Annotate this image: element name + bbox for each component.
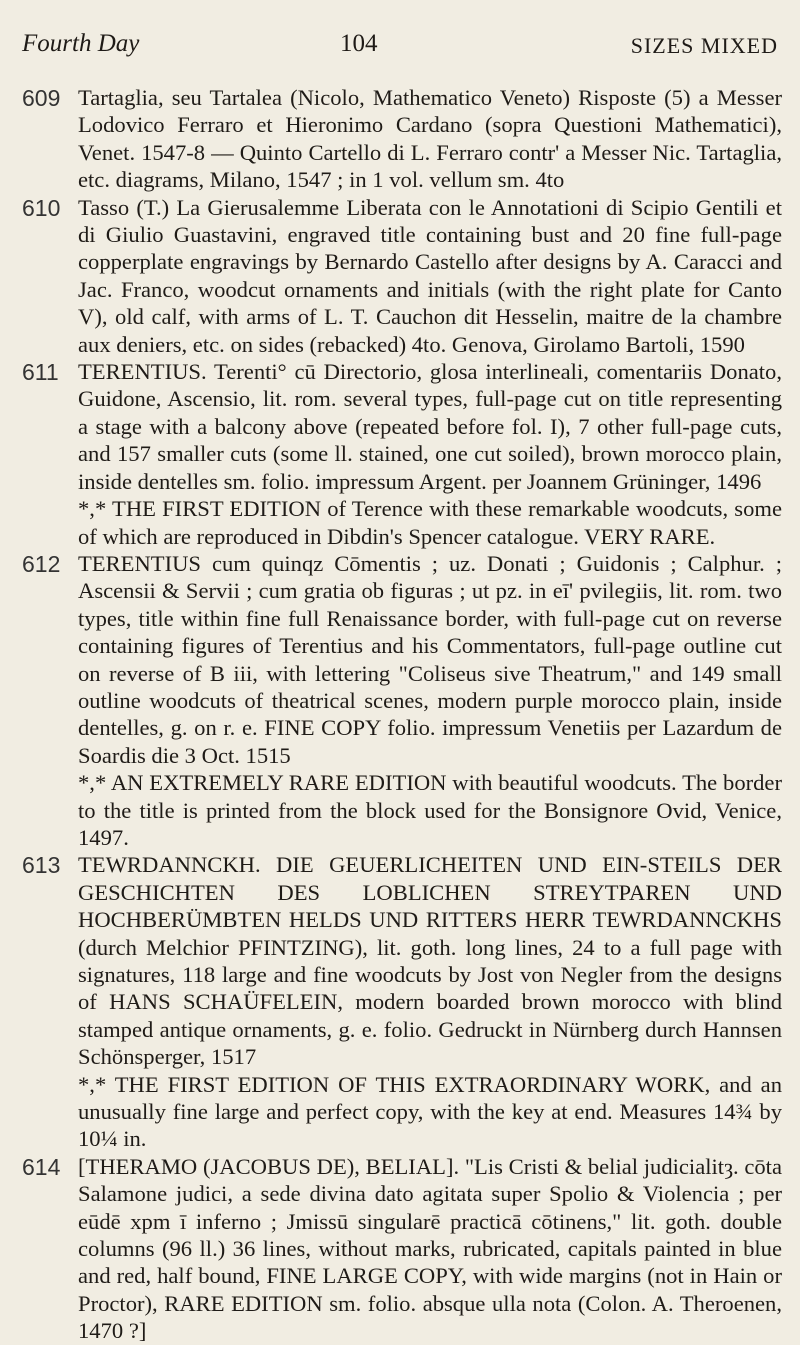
lot-number: 612 <box>22 550 61 577</box>
lot-number: 610 <box>22 194 61 221</box>
lot-note: *,* THE FIRST EDITION of Terence with these remarkable woodcuts, some of which are reproduced in Dibdin's Spencer catalogue. VERY RARE. <box>78 496 782 549</box>
entry-611 <box>22 358 782 495</box>
lot-number: 609 <box>22 85 61 111</box>
page-header <box>22 30 778 70</box>
entry-612 <box>22 550 782 769</box>
running-head-right: SIZES MIXED <box>630 33 778 58</box>
catalogue-entries <box>22 84 782 1345</box>
lot-number: 614 <box>22 1153 61 1180</box>
page-number: 104 <box>340 30 378 57</box>
entry-614 <box>22 1153 782 1345</box>
lot-note: *,* AN EXTREMELY RARE EDITION with beautiful woodcuts. The border to the title is printed from the block used for the Bonsignore Ovid, Venice, 1497. <box>78 770 782 850</box>
lot-number: 611 <box>22 359 59 386</box>
lot-description: TERENTIUS. Terenti° cū Directorio, glosa interlineali, comentariis Donato, Guidone, Ascensio, lit. rom. several types, full-page cut on title representing a stage with a balcony above (repeated before fol. I), 7 other full-page cuts, and 157 smaller cuts (some ll. stained, one cut soiled), brown morocco plain, inside dentelles sm. folio. impressum Argent. per Joannem Grüninger, 1496 <box>78 359 782 494</box>
lot-description: Tartaglia, seu Tartalea (Nicolo, Mathematico Veneto) Risposte (5) a Messer Lodovico Ferraro et Hieronimo Cardano (sopra Questioni Mathematici), Venet. 1547-8 — Quinto Cartello di L. Ferraro contr' a Messer Nic. Tartaglia, etc. diagrams, Milano, 1547 ; in 1 vol. vellum sm. 4to <box>78 85 782 193</box>
lot-number: 613 <box>22 852 61 879</box>
entry-609 <box>22 84 782 194</box>
lot-description: TEWRDANNCKH. DIE GEUERLICHEITEN UND EIN-STEILS DER GESCHICHTEN DES LOBLICHEN STREYTPAREN UND HOCHBERÜMBTEN HELDS UND RITTERS HERR TEWRDANNCKHS (durch Melchior PFINTZING), lit. goth. long lines, 24 to a full page with signatures, 118 large and fine woodcuts by Jost von Negler from the designs of HANS SCHAÜFELEIN, modern boarded brown morocco with blind stamped antique ornaments, g. e. folio. Gedruckt in Nürnberg durch Hannsen Schönsperger, 1517 <box>78 852 782 1070</box>
lot-description: [THERAMO (JACOBUS DE), BELIAL]. "Lis Cristi & belial judicialitȝ. cōta Salamone judici, a sede divina dato agitata super Spolio & Violencia ; per eūdē xpm ī inferno ; Jmissū singularē practicā cōtinens," lit. goth. double columns (96 ll.) 36 lines, without marks, rubricated, capitals painted in blue and red, half bound, FINE LARGE COPY, with wide margins (not in Hain or Proctor), RARE EDITION sm. folio. absque ulla nota (Colon. A. Theroenen, 1470 ?] <box>78 1153 782 1344</box>
lot-description: TERENTIUS cum quinqz Cōmentis ; uz. Donati ; Guidonis ; Calphur. ; Ascensii & Servii ; cum gratia ob figuras ; ut pz. in eī' pvilegiis, lit. rom. two types, title within fine full Renaissance border, with full-page cut on reverse containing figures of Terentius and his Commentators, full-page outline cut on reverse of B iii, with lettering "Coliseus sive Theatrum," and 149 small outline woodcuts of theatrical scenes, modern purple morocco plain, inside dentelles, g. on r. e. FINE COPY folio. impressum Venetiis per Lazardum de Soardis die 3 Oct. 1515 <box>78 550 782 768</box>
lot-note: *,* THE FIRST EDITION OF THIS EXTRAORDINARY WORK, and an unusually fine large and perfect copy, with the key at end. Measures 14¾ by 10¼ in. <box>78 1071 782 1152</box>
entry-610 <box>22 194 782 358</box>
running-head-left: Fourth Day <box>22 30 140 57</box>
entry-613 <box>22 851 782 1070</box>
lot-description: Tasso (T.) La Gierusalemme Liberata con le Annotationi di Scipio Gentili et di Giulio Guastavini, engraved title containing bust and 20 fine full-page copperplate engravings by Bernardo Castello after designs by A. Caracci and Jac. Franco, woodcut ornaments and initials (with the right plate for Canto V), old calf, with arms of L. T. Cauchon dit Hesselin, maitre de la chambre aux deniers, etc. on sides (rebacked) 4to. Genova, Girolamo Bartoli, 1590 <box>78 194 782 357</box>
